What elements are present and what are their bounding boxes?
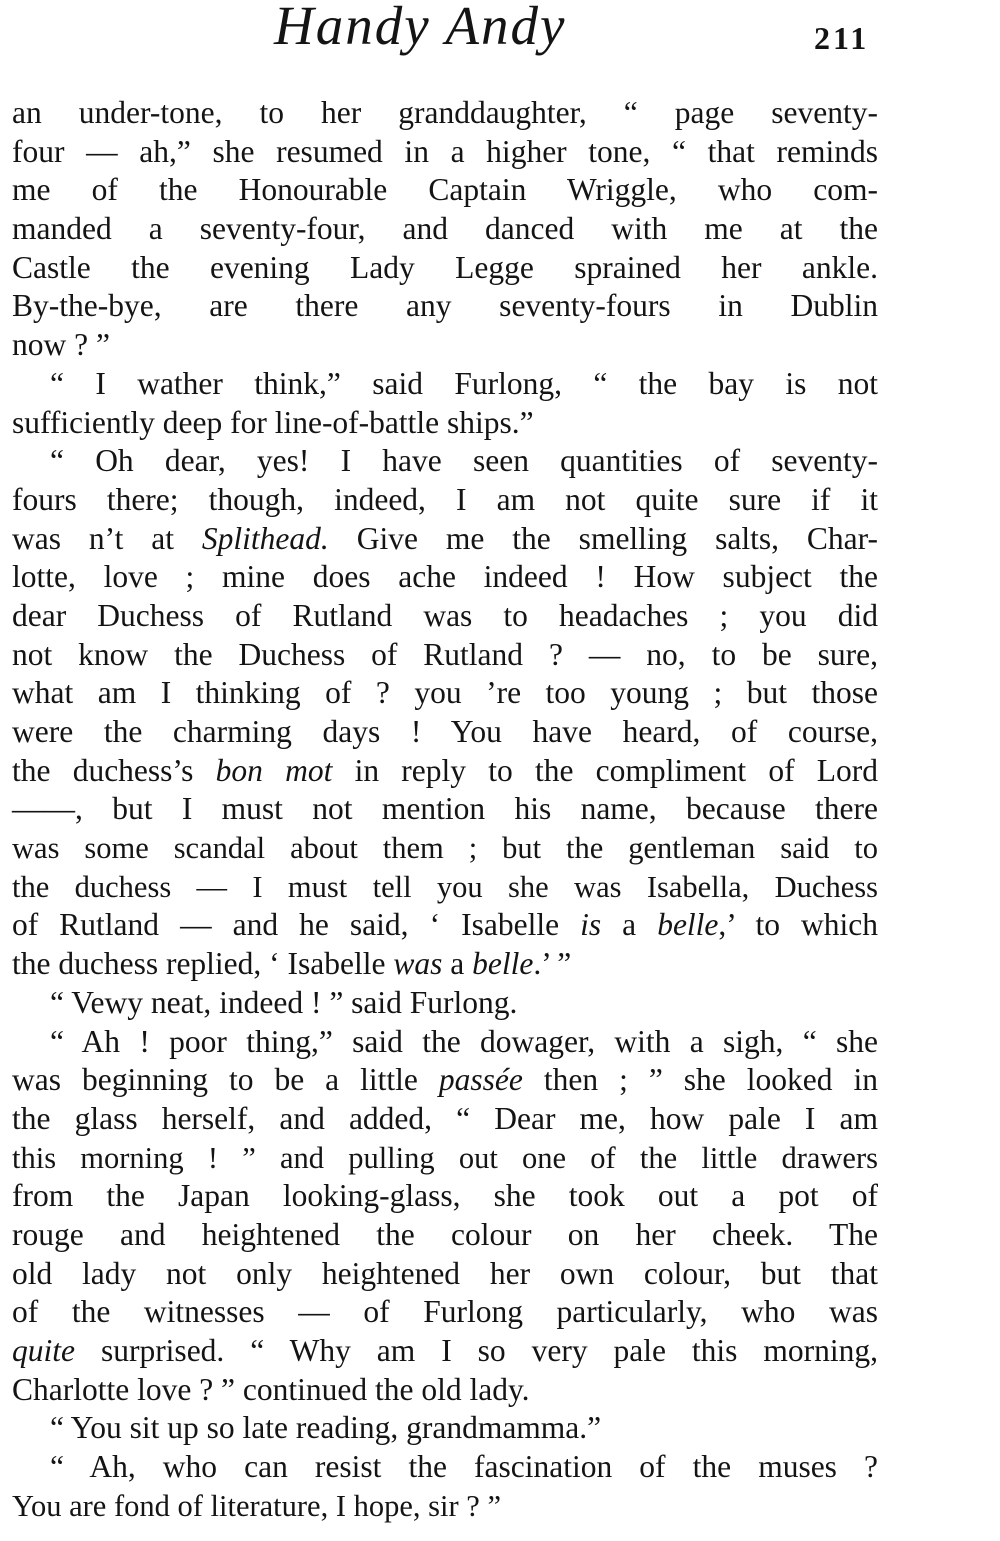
text-line <box>12 1409 878 1448</box>
text-span: ——, but I must not mention his name, because there <box>12 791 878 827</box>
text-span: was n’t at <box>12 520 202 556</box>
text-span: Charlotte love ? ” continued the old lady. <box>12 1371 530 1407</box>
italic-text: bon mot <box>215 752 333 788</box>
text-span: was beginning to be a little <box>12 1062 439 1098</box>
text-line <box>12 520 878 559</box>
text-line <box>12 906 878 945</box>
text-line <box>12 326 878 365</box>
text-span: surprised. “ Why am I so very pale this morning, <box>75 1333 878 1368</box>
text-span: the duchess replied, ‘ Isabelle <box>12 946 394 982</box>
text-line <box>12 442 878 481</box>
text-span: You are fond of literature, I hope, sir ? ” <box>12 1488 501 1523</box>
text-line <box>12 790 878 829</box>
text-span: lotte, love ; mine does ache indeed ! How subject the <box>12 559 878 595</box>
text-line <box>12 636 878 675</box>
text-line <box>12 404 878 443</box>
text-line <box>12 1023 878 1062</box>
italic-text: quite <box>12 1333 75 1368</box>
text-line <box>12 713 878 752</box>
text-span: fours there; though, indeed, I am not quite sure if it <box>12 481 878 517</box>
text-line <box>12 249 878 288</box>
text-line <box>12 984 878 1023</box>
text-line <box>12 945 878 984</box>
text-span: me of the Honourable Captain Wriggle, who com- <box>12 172 878 208</box>
text-span: Give me the smelling salts, Char- <box>328 520 878 556</box>
text-line <box>12 1487 878 1526</box>
text-line <box>12 287 878 326</box>
text-span: four — ah,” she resumed in a higher tone, “ that reminds <box>12 133 878 169</box>
text-line <box>12 752 878 791</box>
italic-text: belle <box>657 907 719 943</box>
text-line <box>12 1139 878 1178</box>
text-span: rouge and heightened the colour on her cheek. The <box>12 1216 878 1252</box>
text-span: this morning ! ” and pulling out one of the little drawers <box>12 1140 878 1175</box>
text-line <box>12 481 878 520</box>
italic-text: was <box>393 946 443 982</box>
text-span: manded a seventy-four, and danced with me at the <box>12 211 878 247</box>
italic-text: passée <box>438 1062 523 1098</box>
text-span: of the witnesses — of Furlong particularly, who was <box>12 1294 878 1330</box>
text-span: the duchess — I must tell you she was Isabella, Duchess <box>12 869 878 904</box>
text-span: in reply to the compliment of Lord <box>332 752 879 788</box>
text-span: were the charming days ! You have heard, of course, <box>12 714 878 749</box>
text-span: not know the Duchess of Rutland ? — no, to be sure, <box>12 636 878 672</box>
text-line <box>12 1371 878 1410</box>
text-line <box>12 210 878 249</box>
text-span: dear Duchess of Rutland was to headaches ; you did <box>12 597 878 633</box>
text-line <box>12 829 878 868</box>
text-line <box>12 558 878 597</box>
text-span: .’ ” <box>533 946 572 982</box>
text-line <box>12 94 878 133</box>
running-head-title: Handy Andy <box>274 0 567 56</box>
text-line <box>12 365 878 404</box>
text-span: “ You sit up so late reading, grandmamma.” <box>50 1410 602 1446</box>
text-line <box>12 868 878 907</box>
italic-text: belle <box>472 946 534 982</box>
text-span: the duchess’s <box>12 752 216 788</box>
text-line <box>12 133 878 172</box>
text-span: an under-tone, to her granddaughter, “ page seventy- <box>12 95 878 130</box>
text-span: from the Japan looking-glass, she took out a pot of <box>12 1178 878 1214</box>
text-line <box>12 1100 878 1139</box>
text-line <box>12 1332 878 1371</box>
text-line <box>12 1293 878 1332</box>
text-line <box>12 1216 878 1255</box>
text-span: a <box>601 907 658 943</box>
text-line <box>12 674 878 713</box>
text-span: the glass herself, and added, “ Dear me, how pale I am <box>12 1100 878 1136</box>
page-number: 211 <box>814 20 870 56</box>
text-span: what am I thinking of ? you ’re too young ; but those <box>12 675 878 711</box>
italic-text: Splithead. <box>201 520 329 556</box>
text-span: now ? ” <box>12 327 110 363</box>
text-line <box>12 1448 878 1487</box>
running-head <box>0 0 1000 80</box>
text-span: ,’ to which <box>718 907 879 943</box>
text-span: Castle the evening Lady Legge sprained her ankle. <box>12 249 878 285</box>
text-line <box>12 171 878 210</box>
italic-text: is <box>580 907 602 943</box>
text-line <box>12 1177 878 1216</box>
text-line <box>12 1255 878 1294</box>
text-span: old lady not only heightened her own colour, but that <box>12 1255 878 1291</box>
text-span: “ Vewy neat, indeed ! ” said Furlong. <box>50 984 518 1020</box>
text-span: then ; ” she looked in <box>522 1062 878 1098</box>
text-span: “ I wather think,” said Furlong, “ the bay is not <box>50 365 878 401</box>
text-span: of Rutland — and he said, ‘ Isabelle <box>12 907 581 943</box>
text-span: “ Ah ! poor thing,” said the dowager, with a sigh, “ she <box>50 1023 878 1059</box>
text-span: sufficiently deep for line-of-battle ships.” <box>12 404 534 440</box>
text-span: “ Ah, who can resist the fascination of the muses ? <box>50 1449 878 1485</box>
text-span: By-the-bye, are there any seventy-fours in Dublin <box>12 288 878 324</box>
body-text <box>12 94 878 1525</box>
text-span: “ Oh dear, yes! I have seen quantities of seventy- <box>50 443 878 479</box>
text-line <box>12 1061 878 1100</box>
text-span: a <box>442 946 473 982</box>
text-span: was some scandal about them ; but the gentleman said to <box>12 831 878 866</box>
text-line <box>12 597 878 636</box>
